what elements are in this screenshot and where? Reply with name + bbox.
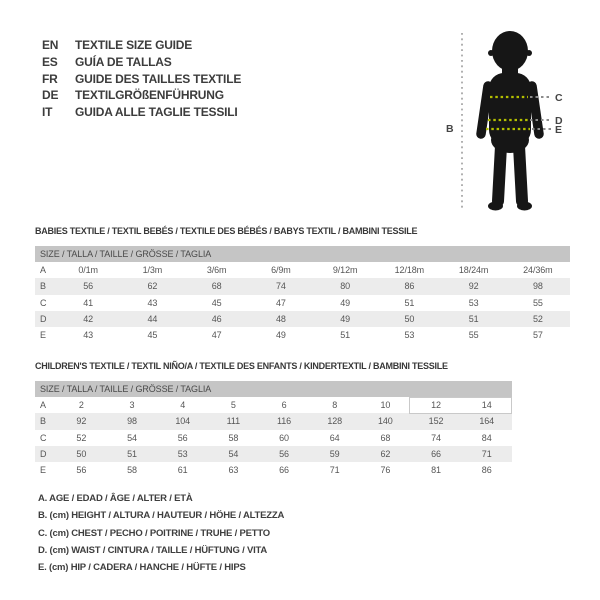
- size-cell: 80: [340, 281, 351, 292]
- size-row-e: [35, 462, 512, 478]
- size-cell: 44: [147, 313, 158, 324]
- row-label: B: [40, 281, 46, 292]
- size-cell: 10: [380, 400, 391, 410]
- size-cell: 58: [127, 465, 137, 476]
- size-cell: 64: [329, 432, 340, 443]
- size-cell: 52: [532, 313, 543, 324]
- size-cell: 41: [83, 297, 94, 308]
- size-cell: 56: [76, 465, 87, 476]
- row-label: C: [40, 432, 47, 443]
- size-cell: 53: [468, 297, 479, 308]
- size-cell: 43: [147, 297, 158, 308]
- row-label: A: [40, 265, 46, 275]
- row-label: D: [40, 313, 47, 324]
- size-cell: 57: [532, 330, 543, 341]
- size-cell: 84: [481, 432, 492, 443]
- size-cell: 92: [468, 281, 479, 292]
- size-cell: 52: [76, 432, 87, 443]
- waist-label: D: [555, 115, 563, 127]
- legend-line-age: A. AGE / EDAD / ÂGE / ALTER / ETÀ: [38, 493, 193, 504]
- size-cell: 51: [468, 313, 479, 324]
- size-cell: 18/24m: [458, 265, 489, 275]
- size-cell: 54: [228, 448, 239, 459]
- size-cell: 45: [211, 297, 222, 308]
- size-cell: 51: [404, 297, 415, 308]
- size-cell: 66: [279, 465, 289, 476]
- size-cell: 62: [380, 448, 391, 459]
- size-cell: 86: [404, 281, 415, 292]
- size-cell: 12/18m: [394, 265, 425, 275]
- size-row-a: [35, 262, 570, 278]
- size-cell: 76: [380, 465, 391, 476]
- size-cell: 128: [327, 416, 343, 427]
- size-cell: 71: [329, 465, 340, 476]
- size-cell: 5: [230, 400, 236, 410]
- row-label: A: [40, 400, 46, 410]
- lang-code: DE: [42, 88, 59, 103]
- size-cell: 74: [431, 432, 441, 443]
- size-cell: 48: [275, 313, 286, 324]
- size-cell: 51: [127, 448, 137, 459]
- size-cell: 14: [481, 400, 492, 410]
- legend-line-chest: C. (cm) CHEST / PECHO / POITRINE / TRUHE / PETTO: [38, 527, 270, 539]
- size-row-c: [35, 295, 570, 311]
- lang-code: EN: [42, 38, 59, 52]
- legend-line-waist: D. (cm) WAIST / CINTURA / TAILLE / HÜFTUNG / VITA: [38, 544, 268, 556]
- size-cell: 42: [83, 313, 94, 324]
- size-row-d: [35, 446, 512, 462]
- lang-code: FR: [42, 71, 58, 86]
- measurement-figure: [440, 20, 585, 220]
- size-cell: 47: [275, 297, 286, 308]
- row-label: E: [40, 330, 46, 341]
- size-cell: 68: [380, 432, 391, 443]
- size-cell: 12: [431, 400, 441, 410]
- size-cell: 58: [228, 432, 239, 443]
- size-cell: 56: [83, 281, 94, 292]
- lang-title: GUÍA DE TALLAS: [75, 54, 172, 69]
- size-cell: 98: [532, 281, 543, 292]
- size-cell: 2: [78, 400, 84, 410]
- size-cell: 92: [76, 416, 87, 427]
- size-cell: 8: [332, 400, 338, 410]
- size-cell: 6: [281, 400, 287, 410]
- lang-code: ES: [42, 54, 58, 69]
- size-cell: 50: [76, 448, 87, 459]
- size-cell: 49: [340, 297, 351, 308]
- size-row-a: [35, 397, 512, 413]
- size-cell: 43: [83, 330, 94, 341]
- size-cell: 50: [404, 313, 415, 324]
- legend-line-height: B. (cm) HEIGHT / ALTURA / HAUTEUR / HÖHE / ALTEZZA: [38, 510, 285, 522]
- hip-label: E: [555, 124, 563, 136]
- row-label: C: [40, 297, 47, 308]
- size-cell: 152: [428, 416, 444, 427]
- child-size-figure: [440, 20, 585, 220]
- size-cell: 55: [468, 330, 479, 341]
- lang-title: GUIDA ALLE TAGLIE TESSILI: [75, 105, 238, 120]
- size-cell: 74: [275, 281, 286, 292]
- lang-row-es: [42, 54, 241, 71]
- size-cell: 1/3m: [142, 265, 163, 275]
- size-cell: 3: [129, 400, 135, 410]
- children-size-table: [35, 381, 512, 478]
- row-label: B: [40, 416, 46, 427]
- size-cell: 68: [211, 281, 222, 292]
- lang-title: GUIDE DES TAILLES TEXTILE: [75, 71, 242, 86]
- lang-row-it: [42, 104, 241, 121]
- lang-title: TEXTILGRÖßENFÜHRUNG: [75, 88, 224, 103]
- lang-title: TEXTILE SIZE GUIDE: [75, 38, 193, 52]
- size-cell: 56: [279, 448, 289, 459]
- lang-row-fr: [42, 71, 241, 88]
- size-row-d: [35, 311, 570, 327]
- size-row-e: [35, 327, 570, 343]
- height-label: B: [446, 123, 454, 135]
- babies-table-header: SIZE / TALLA / TAILLE / GRÖSSE / TAGLIA: [35, 246, 570, 262]
- lang-row-en: [42, 37, 241, 54]
- measurement-legend: [38, 490, 284, 576]
- legend-line-hip: E. (cm) HIP / CADERA / HANCHE / HÜFTE / HIPS: [38, 562, 246, 574]
- size-cell: 47: [211, 330, 222, 341]
- size-cell: 4: [180, 400, 186, 410]
- size-cell: 140: [378, 416, 393, 427]
- size-cell: 51: [340, 330, 351, 341]
- size-cell: 104: [175, 416, 191, 427]
- size-cell: 6/9m: [271, 265, 291, 275]
- children-section-title: CHILDREN'S TEXTILE / TEXTIL NIÑO/A / TEXTILE DES ENFANTS / KINDERTEXTIL / BAMBINI TESSILE: [35, 361, 448, 371]
- size-cell: 86: [481, 465, 492, 476]
- chest-label: C: [555, 92, 563, 104]
- size-cell: 98: [127, 416, 137, 427]
- babies-section-title: BABIES TEXTILE / TEXTIL BEBÉS / TEXTILE DES BÉBÉS / BABYS TEXTIL / BAMBINI TESSILE: [35, 226, 418, 236]
- lang-row-de: [42, 87, 241, 104]
- size-cell: 66: [431, 448, 441, 459]
- size-cell: 62: [147, 281, 158, 292]
- size-cell: 9/12m: [332, 265, 358, 275]
- size-cell: 0/1m: [78, 265, 98, 275]
- size-cell: 49: [275, 330, 286, 341]
- size-cell: 56: [177, 432, 188, 443]
- size-row-c: [35, 430, 512, 446]
- size-cell: 55: [532, 297, 543, 308]
- size-cell: 46: [211, 313, 222, 324]
- size-cell: 71: [481, 448, 492, 459]
- size-cell: 53: [177, 448, 188, 459]
- size-cell: 116: [276, 416, 292, 427]
- size-cell: 164: [479, 416, 495, 427]
- size-cell: 60: [279, 432, 289, 443]
- size-cell: 63: [228, 465, 239, 476]
- size-cell: 53: [404, 330, 415, 341]
- size-cell: 24/36m: [523, 265, 553, 275]
- size-cell: 54: [127, 432, 137, 443]
- size-row-b: [35, 278, 570, 294]
- size-cell: 111: [226, 416, 241, 427]
- size-cell: 81: [431, 465, 441, 476]
- size-cell: 49: [340, 313, 351, 324]
- row-label: D: [40, 448, 47, 459]
- size-cell: 45: [147, 330, 158, 341]
- language-title-list: [42, 37, 241, 121]
- lang-code: IT: [42, 105, 53, 120]
- children-table-header: SIZE / TALLA / TAILLE / GRÖSSE / TAGLIA: [35, 381, 512, 397]
- size-cell: 61: [177, 465, 188, 476]
- babies-size-table: [35, 246, 570, 343]
- size-row-b: [35, 413, 512, 429]
- size-cell: 3/6m: [206, 265, 227, 275]
- row-label: E: [40, 465, 46, 476]
- size-cell: 59: [329, 448, 340, 459]
